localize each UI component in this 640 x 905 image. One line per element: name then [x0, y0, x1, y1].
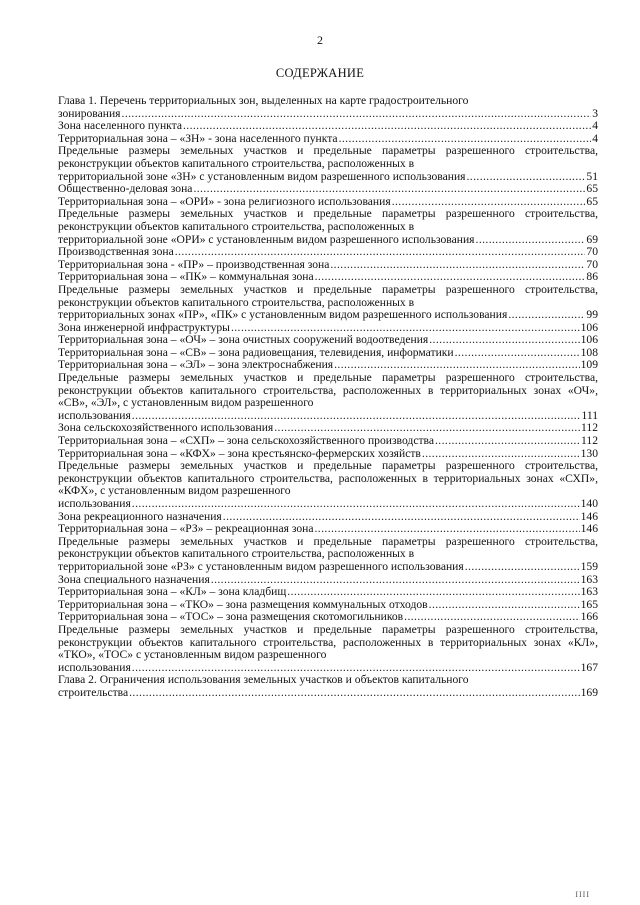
- toc-entry: [58, 246, 598, 259]
- toc-entry-text: Зона населенного пункта: [58, 120, 182, 133]
- toc-entry-text: Территориальная зона - «ПР» – производственная зона: [58, 258, 330, 271]
- toc-entry: [58, 674, 598, 699]
- toc-entry-text: территориальной зоне «ОРИ» с установленным видом разрешенного использования: [58, 232, 475, 246]
- toc-page-number: 99: [586, 308, 598, 322]
- toc-entry-text: Территориальная зона – «КФХ» – зона крестьянско-фермерских хозяйств: [58, 447, 421, 460]
- toc-page-number: 159: [580, 559, 598, 573]
- toc-entry: [58, 611, 598, 624]
- toc-entry-body: Глава 2. Ограничения использования земельных участков и объектов капитального: [58, 674, 469, 687]
- dot-leader: [274, 422, 580, 435]
- dot-leader: [132, 410, 581, 423]
- toc-entry: [58, 347, 598, 360]
- dot-leader: [330, 259, 585, 272]
- dot-leader: [508, 309, 585, 322]
- toc-entry: [58, 133, 598, 146]
- toc-entry: [58, 448, 598, 461]
- toc-page-number: 70: [586, 258, 598, 271]
- toc-entry-body: Предельные размеры земельных участков и предельные параметры разрешенного строительства, реконструкции объектов капитального строительства, расположенных в территориальных зонах «СХП», «КФХ», с установленным видом разрешенного: [58, 460, 598, 498]
- toc-entry-text: Общественно-деловая зона: [58, 183, 193, 196]
- dot-leader: [435, 435, 580, 448]
- toc-entry: [58, 95, 598, 120]
- toc-entry-text: использования: [58, 497, 131, 510]
- toc-entry-text: Территориальная зона – «РЗ» – рекреационная зона: [58, 523, 314, 536]
- toc-entry: [58, 536, 598, 574]
- dot-leader: [175, 246, 586, 259]
- toc-entry: [58, 586, 598, 599]
- toc-entry-body: Предельные размеры земельных участков и предельные параметры разрешенного строительства, реконструкции объектов капитального строительства, расположенных в: [58, 535, 598, 561]
- toc-entry-body: Предельные размеры земельных участков и предельные параметры разрешенного строительства, реконструкции объектов капитального строительства, расположенных в территориальных зонах «ОЧ», «СВ», «ЭЛ», с установленным видом разрешенного: [58, 372, 598, 410]
- toc-entry: [58, 196, 598, 209]
- toc-title: СОДЕРЖАНИЕ: [275, 66, 365, 80]
- toc-page-number: 70: [586, 246, 598, 259]
- toc-entry: [58, 183, 598, 196]
- toc-entry-text: территориальной зоне «ЗН» с установленным видом разрешенного использования: [58, 169, 466, 183]
- toc-entry-text: Территориальная зона – «ТОС» – зона размещения скотомогильников: [58, 611, 404, 624]
- toc-page-number: 166: [580, 611, 598, 624]
- toc-entry: [58, 599, 598, 612]
- dot-leader: [132, 662, 580, 675]
- toc-entry: [58, 624, 598, 674]
- dot-leader: [339, 133, 592, 146]
- toc-entry: [58, 284, 598, 322]
- dot-leader: [422, 448, 580, 461]
- toc-entry: [58, 460, 598, 510]
- toc-entry: [58, 422, 598, 435]
- dot-leader: [455, 347, 580, 360]
- toc-entry-text: Зона рекреационного назначения: [58, 510, 222, 523]
- toc-page-number: 146: [580, 510, 598, 523]
- dot-leader: [429, 599, 580, 612]
- toc-entry-text: Территориальная зона – «ПК» – коммунальная зона: [58, 271, 314, 284]
- toc-entry-text: Территориальная зона – «ТКО» – зона размещения коммунальных отходов: [58, 598, 428, 611]
- toc-entry: [58, 334, 598, 347]
- dot-leader: [315, 271, 586, 284]
- toc-entry: [58, 435, 598, 448]
- toc-entry-text: Производственная зона: [58, 246, 174, 259]
- toc-entry: [58, 208, 598, 246]
- dot-leader: [467, 171, 586, 184]
- toc-entry-text: Территориальная зона – «СХП» – зона сельскохозяйственного производства: [58, 435, 434, 448]
- page-number: 2: [317, 33, 323, 47]
- toc-page-number: 163: [580, 586, 598, 599]
- toc-entry-text: Территориальная зона – «ЗН» - зона населенного пункта: [58, 132, 338, 145]
- toc-page-number: 51: [586, 169, 598, 183]
- toc-page-number: 106: [580, 334, 598, 347]
- toc-entry-text: Территориальная зона – «ОЧ» – зона очистных сооружений водоотведения: [58, 334, 429, 347]
- toc-entry-text: территориальной зоне «РЗ» с установленным видом разрешенного использования: [58, 559, 464, 573]
- toc-page-number: 130: [580, 447, 598, 460]
- toc-entry: [58, 359, 598, 372]
- dot-leader: [193, 183, 585, 196]
- toc-entry-text: Зона инженерной инфраструктуры: [58, 321, 230, 334]
- toc-page-number: 111: [581, 408, 598, 422]
- toc-page-number: 65: [586, 195, 598, 208]
- toc-page-number: 109: [580, 359, 598, 372]
- dot-leader: [231, 322, 580, 335]
- dot-leader: [211, 574, 580, 587]
- toc-entry-body: Предельные размеры земельных участков и предельные параметры разрешенного строительства, реконструкции объектов капитального строительства, расположенных в: [58, 145, 598, 170]
- toc-page-number: 65: [586, 183, 598, 196]
- toc-page-number: 167: [580, 660, 598, 674]
- toc-entry-body: Предельные размеры земельных участков и предельные параметры разрешенного строительства, реконструкции объектов капитального строительства, расположенных в территориальных зонах «КЛ», «ТКО», «ТОС» с установленным видом разрешенного: [58, 623, 598, 662]
- toc-entry-text: зонирования: [58, 106, 121, 120]
- toc-page-number: 3: [592, 106, 598, 120]
- toc-entry: [58, 145, 598, 183]
- toc-entry: [58, 120, 598, 133]
- toc-page-number: 112: [581, 435, 598, 448]
- toc-page-number: 4: [592, 132, 598, 145]
- toc-entry: [58, 511, 598, 524]
- dot-leader: [315, 523, 580, 536]
- corner-mark: IIII: [575, 890, 590, 899]
- dot-leader: [129, 687, 579, 700]
- table-of-contents: [58, 95, 598, 700]
- toc-page-number: 140: [580, 497, 598, 510]
- dot-leader: [429, 334, 579, 347]
- toc-page-number: 163: [580, 573, 598, 586]
- toc-entry-text: Территориальная зона – «ЭЛ» – зона электроснабжения: [58, 359, 334, 372]
- toc-entry-text: строительства: [58, 685, 129, 699]
- toc-page-number: 69: [586, 232, 598, 246]
- toc-page-number: 108: [580, 346, 598, 359]
- toc-entry-body: Предельные размеры земельных участков и предельные параметры разрешенного строительства, реконструкции объектов капитального строительства, расположенных в: [58, 208, 598, 233]
- dot-leader: [132, 498, 580, 511]
- toc-page-number: 146: [580, 523, 598, 536]
- toc-entry: [58, 523, 598, 536]
- toc-entry-text: Зона сельскохозяйственного использования: [58, 422, 274, 435]
- toc-entry: [58, 372, 598, 422]
- dot-leader: [223, 511, 580, 524]
- toc-entry-body: Глава 1. Перечень территориальных зон, выделенных на карте градостроительного: [58, 95, 469, 107]
- dot-leader: [476, 234, 586, 247]
- toc-entry-text: Территориальная зона – «СВ» – зона радиовещания, телевидения, информатики: [58, 346, 454, 359]
- toc-page-number: 4: [592, 120, 598, 133]
- toc-page-number: 86: [586, 271, 598, 284]
- dot-leader: [122, 108, 592, 121]
- toc-entry-text: Территориальная зона – «КЛ» – зона кладбищ: [58, 586, 287, 599]
- dot-leader: [287, 586, 579, 599]
- toc-page-number: 112: [581, 422, 598, 435]
- dot-leader: [334, 359, 580, 372]
- dot-leader: [392, 196, 586, 209]
- toc-entry-text: использования: [58, 408, 131, 422]
- dot-leader: [404, 611, 579, 624]
- toc-entry-text: Зона специального назначения: [58, 573, 210, 586]
- toc-entry: [58, 259, 598, 272]
- toc-entry: [58, 271, 598, 284]
- toc-entry: [58, 322, 598, 335]
- dot-leader: [183, 120, 591, 133]
- toc-page-number: 169: [580, 685, 598, 699]
- toc-entry: [58, 574, 598, 587]
- toc-page-number: 165: [580, 598, 598, 611]
- dot-leader: [465, 561, 580, 574]
- toc-page-number: 106: [580, 321, 598, 334]
- toc-entry-text: Территориальная зона – «ОРИ» - зона религиозного использования: [58, 195, 391, 208]
- toc-entry-body: Предельные размеры земельных участков и предельные параметры разрешенного строительства, реконструкции объектов капитального строительства, расположенных в: [58, 283, 598, 309]
- toc-entry-text: территориальных зонах «ПР», «ПК» с установленным видом разрешенного использования: [58, 308, 508, 322]
- toc-entry-text: использования: [58, 660, 131, 674]
